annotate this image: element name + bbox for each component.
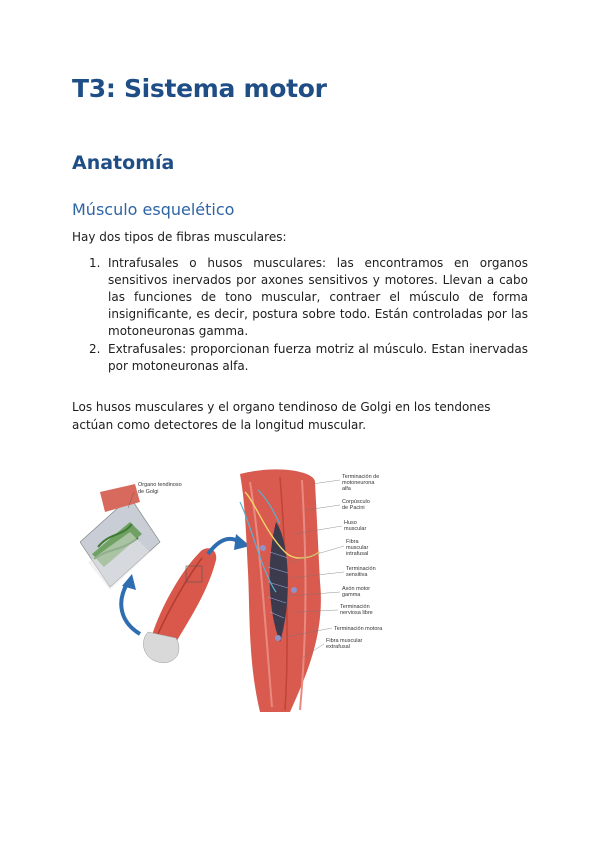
label-alpha-3: alfa [342,486,351,492]
list-text: Intrafusales o husos musculares: las encontramos en organos sensitivos inervados por axones sensitivos y motores. Llevan a cabo las funciones de tono muscular, contraer el músculo de forma insignificante, es decir, postura sobre todo. Están controladas por las motoneuronas gamma. [108,256,528,338]
list-text: Extrafusales: proporcionan fuerza motriz al músculo. Estan inervadas por motoneuronas alfa. [108,342,528,373]
fiber-types-list [72,255,528,376]
page-title: T3: Sistema motor [72,74,327,103]
list-item [72,255,528,340]
section-heading: Anatomía [72,152,175,174]
arm-illustration [143,548,216,662]
label-motora: Terminación motora [334,626,383,632]
label-pacini-1: Corpúsculo [342,499,370,505]
arrow-to-golgi [121,582,140,634]
intro-paragraph: Hay dos tipos de fibras musculares: [72,230,287,244]
label-libre-1: Terminación [340,604,370,610]
label-gamma-1: Axón motor [342,586,371,592]
list-number: 1. [89,256,101,270]
golgi-tendon-inset [80,484,160,590]
list-number: 2. [89,342,101,356]
muscle-spindle-detail [240,469,321,712]
detector-paragraph: Los husos musculares y el organo tendinoso de Golgi en los tendones actúan como detectores de la longitud muscular. [72,400,491,432]
list-item [72,341,528,375]
label-sensitiva-2: sensitiva [346,572,368,578]
label-intrafusal-2: muscular [346,545,369,551]
label-sensitiva-1: Terminación [346,566,376,572]
label-alpha-1: Terminación de [342,474,380,480]
label-intrafusal-3: intrafusal [346,551,369,557]
label-pacini-2: de Pacini [342,505,365,511]
label-huso-2: muscular [344,526,367,532]
spindle-labels [326,474,383,650]
golgi-label-line-2: de Golgi [138,489,159,495]
label-extrafusal-2: extrafusal [326,644,350,650]
label-huso-1: Huso [344,520,357,526]
label-gamma-2: gamma [342,592,361,598]
label-alpha-2: motoneurona [342,480,375,486]
label-extrafusal-1: Fibra muscular [326,638,363,644]
label-intrafusal-1: Fibra [346,539,359,545]
muscle-spindle-illustration [80,462,400,722]
golgi-label-line-1: Organo tendinoso [138,482,182,488]
subsection-heading: Músculo esquelético [72,200,235,219]
label-libre-2: nerviosa libre [340,610,373,616]
